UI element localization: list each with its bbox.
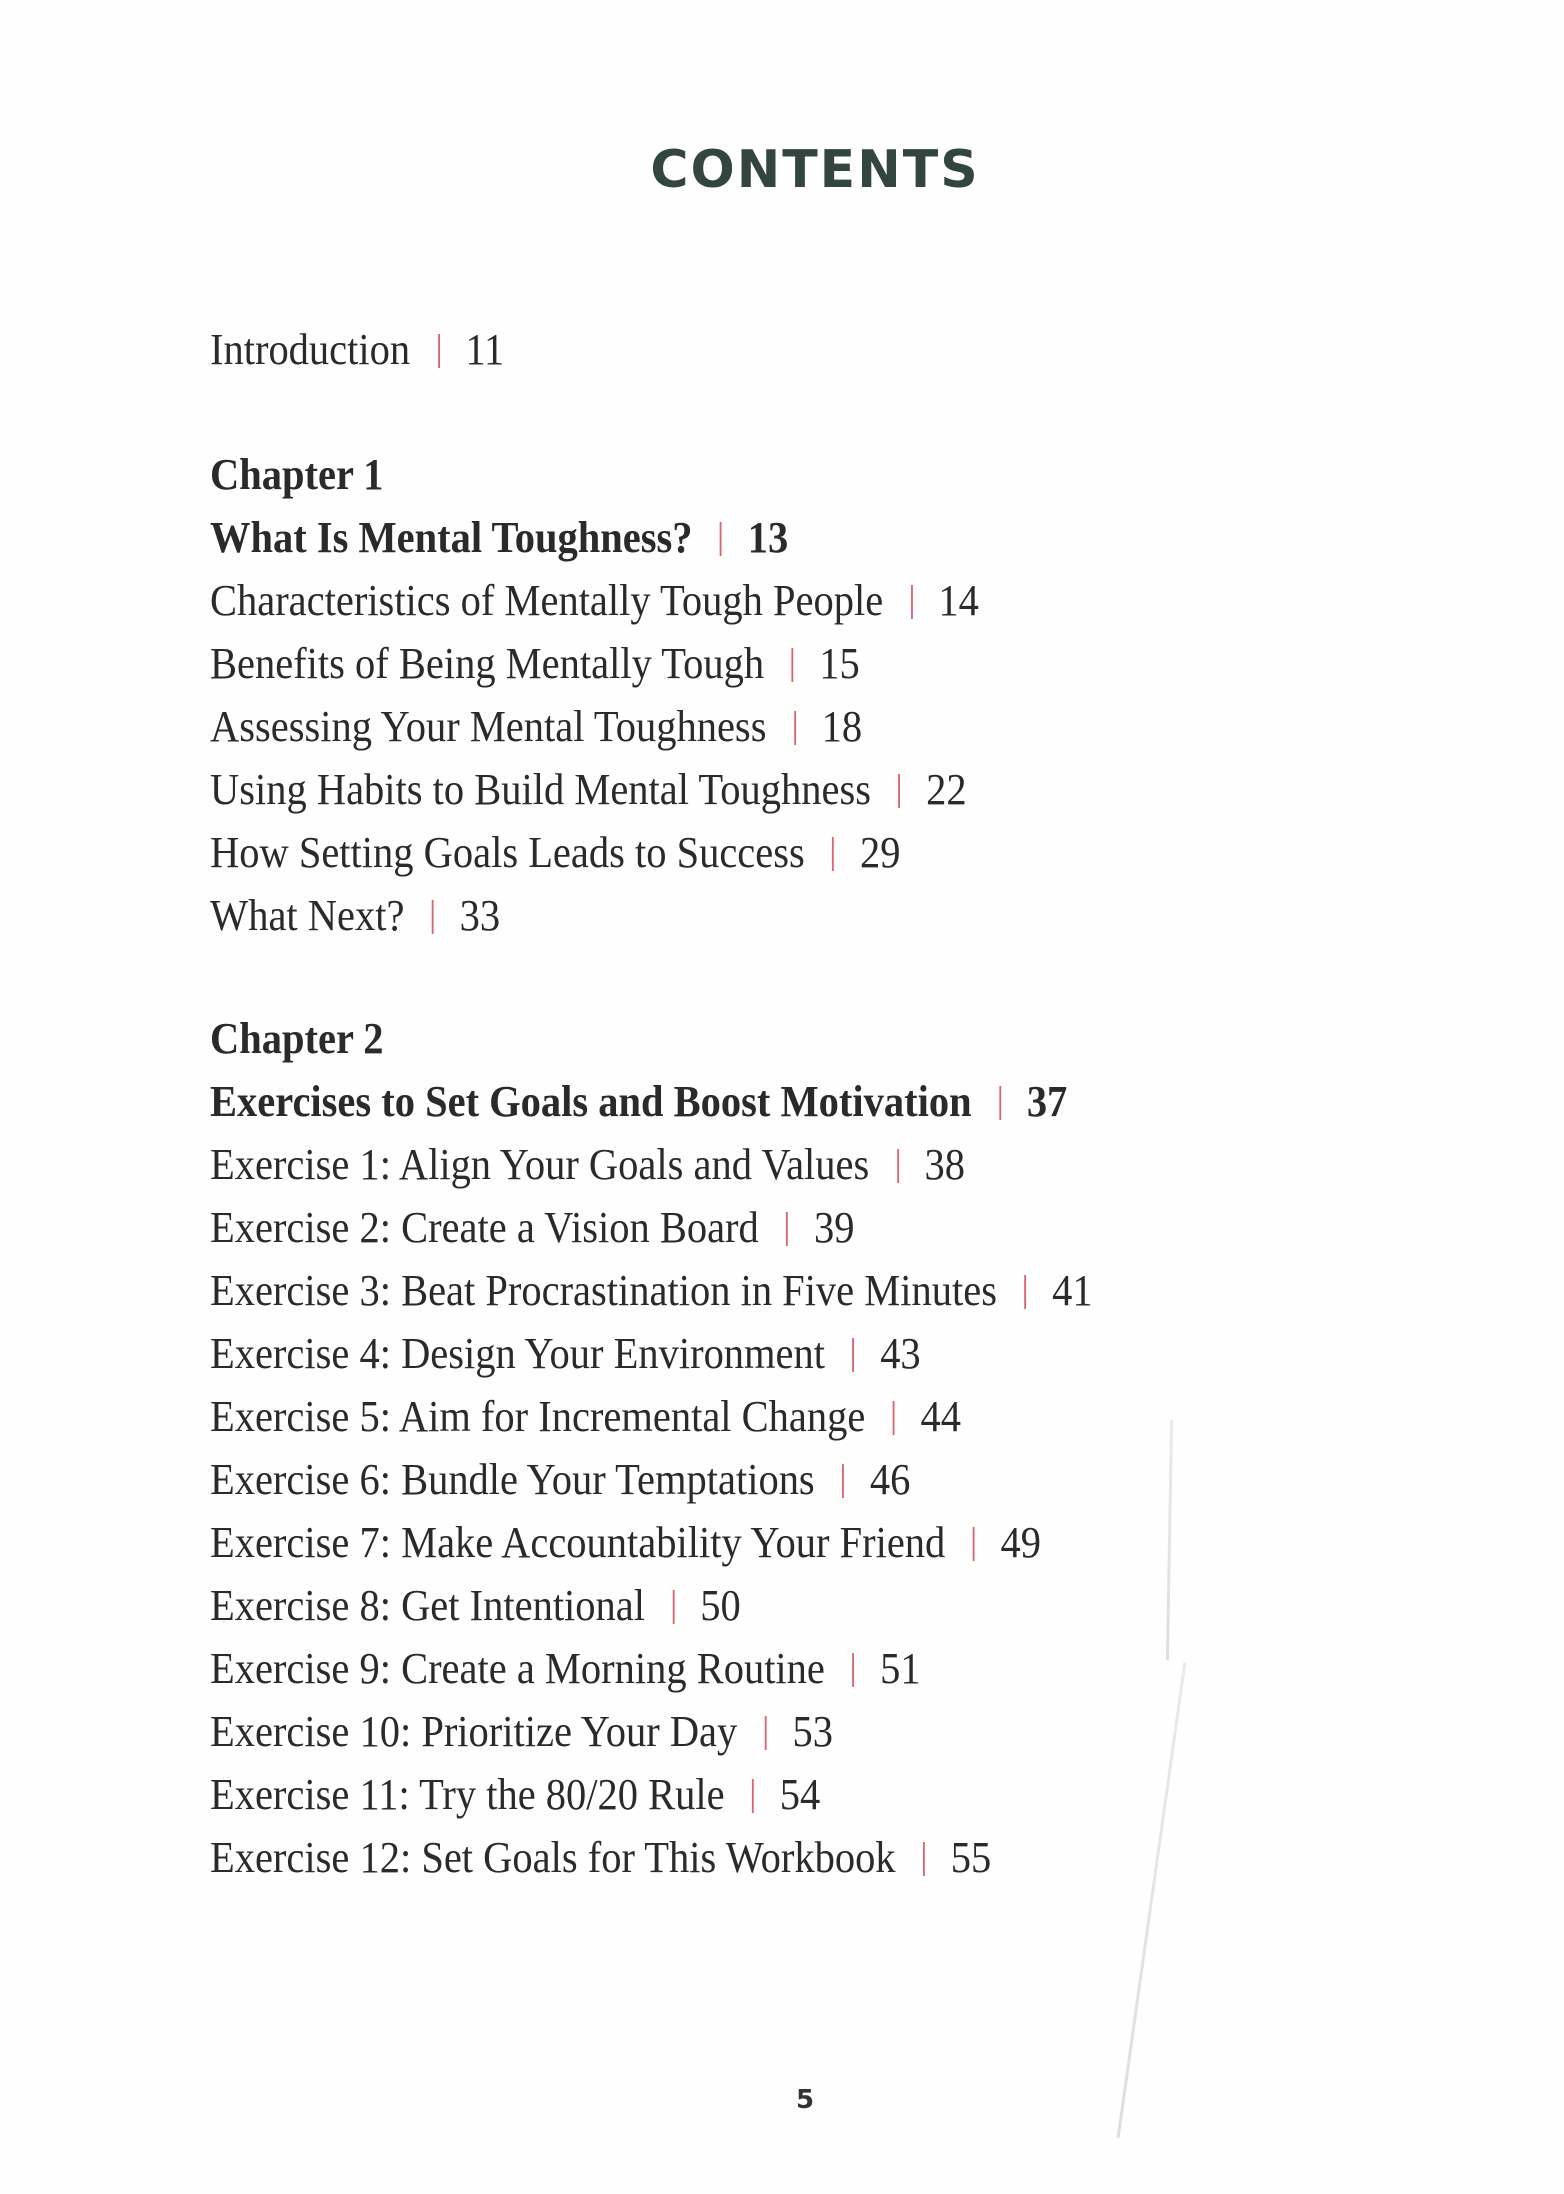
separator-bar (765, 1716, 767, 1750)
chapter-1-label: Chapter 1 (210, 450, 384, 499)
separator-bar (673, 1590, 675, 1624)
separator-bar (999, 1086, 1001, 1120)
entry-page: 51 (880, 1644, 921, 1693)
separator-bar (893, 1401, 895, 1435)
entry-title: Exercise 12: Set Goals for This Workbook (210, 1833, 896, 1882)
entry-title: Benefits of Being Mentally Tough (210, 639, 765, 688)
entry-page: 11 (465, 325, 505, 374)
toc-entry-exercise[interactable] (210, 1385, 1314, 1448)
entry-title: Exercises to Set Goals and Boost Motivation (210, 1077, 972, 1126)
entry-title: Exercise 3: Beat Procrastination in Five Minutes (210, 1266, 997, 1315)
entry-page: 53 (792, 1707, 833, 1756)
entry-title: Exercise 10: Prioritize Your Day (210, 1707, 738, 1756)
entry-page: 22 (926, 765, 967, 814)
entry-page: 50 (700, 1581, 741, 1630)
toc-entry-exercise[interactable] (210, 1826, 1314, 1889)
entry-page: 41 (1052, 1266, 1093, 1315)
separator-bar (432, 900, 434, 934)
entry-page: 15 (819, 639, 860, 688)
toc-entry-section[interactable] (210, 821, 1314, 884)
entry-title: Exercise 2: Create a Vision Board (210, 1203, 759, 1252)
entry-title: Assessing Your Mental Toughness (210, 702, 767, 751)
separator-bar (794, 711, 796, 745)
toc-entry-exercise[interactable] (210, 1259, 1314, 1322)
separator-bar (899, 774, 901, 808)
separator-bar (897, 1149, 899, 1183)
toc-entry-section[interactable] (210, 884, 1314, 947)
entry-title: Exercise 5: Aim for Incremental Change (210, 1392, 866, 1441)
page-title: CONTENTS (650, 140, 980, 200)
toc-entry-exercise[interactable] (210, 1637, 1314, 1700)
toc-entry-exercise[interactable] (210, 1700, 1314, 1763)
chapter-2-label: Chapter 2 (210, 1014, 384, 1063)
separator-bar (752, 1779, 754, 1813)
spacer (210, 381, 1410, 443)
toc-entry-exercise[interactable] (210, 1196, 1314, 1259)
entry-title: Characteristics of Mentally Tough People (210, 576, 884, 625)
toc-entry-introduction[interactable] (210, 318, 1314, 381)
entry-page: 55 (950, 1833, 992, 1882)
entry-page: 54 (779, 1770, 821, 1819)
entry-page: 14 (938, 576, 979, 625)
entry-page: 43 (880, 1329, 921, 1378)
entry-page: 13 (747, 513, 789, 562)
entry-page: 18 (821, 702, 863, 751)
toc-entry-exercise[interactable] (210, 1448, 1314, 1511)
toc-entry-exercise[interactable] (210, 1511, 1314, 1574)
toc-entry-exercise[interactable] (210, 1574, 1314, 1637)
toc-entry-section[interactable] (210, 758, 1314, 821)
separator-bar (923, 1842, 925, 1876)
toc-entry-section[interactable] (210, 569, 1314, 632)
entry-page: 46 (869, 1455, 911, 1504)
entry-title: Exercise 4: Design Your Environment (210, 1329, 825, 1378)
toc-entry-exercise[interactable] (210, 1322, 1314, 1385)
separator-bar (842, 1464, 844, 1498)
entry-page: 33 (459, 891, 501, 940)
separator-bar (911, 585, 913, 619)
entry-title: Exercise 6: Bundle Your Temptations (210, 1455, 815, 1504)
separator-bar (1025, 1275, 1027, 1309)
separator-bar (973, 1527, 975, 1561)
entry-page: 29 (859, 828, 901, 877)
table-of-contents (210, 318, 1410, 1889)
separator-bar (438, 334, 440, 368)
page-number: 5 (795, 2085, 815, 2115)
entry-title: Exercise 1: Align Your Goals and Values (210, 1140, 870, 1189)
spacer (210, 947, 1410, 1007)
toc-entry-section[interactable] (210, 695, 1314, 758)
separator-bar (852, 1653, 854, 1687)
entry-page: 38 (924, 1140, 965, 1189)
separator-bar (832, 837, 834, 871)
toc-entry-chapter-2[interactable] (210, 1070, 1314, 1133)
entry-title: Exercise 7: Make Accountability Your Friend (210, 1518, 946, 1567)
entry-title: What Is Mental Toughness? (210, 513, 693, 562)
entry-title: Exercise 11: Try the 80/20 Rule (210, 1770, 725, 1819)
entry-title: Exercise 9: Create a Morning Routine (210, 1644, 825, 1693)
separator-bar (720, 522, 722, 556)
toc-entry-exercise[interactable] (210, 1133, 1314, 1196)
toc-entry-exercise[interactable] (210, 1763, 1314, 1826)
separator-bar (853, 1338, 855, 1372)
entry-title: Exercise 8: Get Intentional (210, 1581, 646, 1630)
entry-title: What Next? (210, 891, 405, 940)
separator-bar (786, 1212, 788, 1246)
entry-title: Using Habits to Build Mental Toughness (210, 765, 871, 814)
entry-page: 37 (1026, 1077, 1068, 1126)
entry-page: 44 (920, 1392, 961, 1441)
separator-bar (792, 648, 794, 682)
entry-title: Introduction (210, 325, 411, 374)
entry-page: 39 (813, 1203, 855, 1252)
toc-entry-chapter-1[interactable] (210, 506, 1314, 569)
entry-title: How Setting Goals Leads to Success (210, 828, 805, 877)
entry-page: 49 (1000, 1518, 1041, 1567)
toc-entry-section[interactable] (210, 632, 1314, 695)
